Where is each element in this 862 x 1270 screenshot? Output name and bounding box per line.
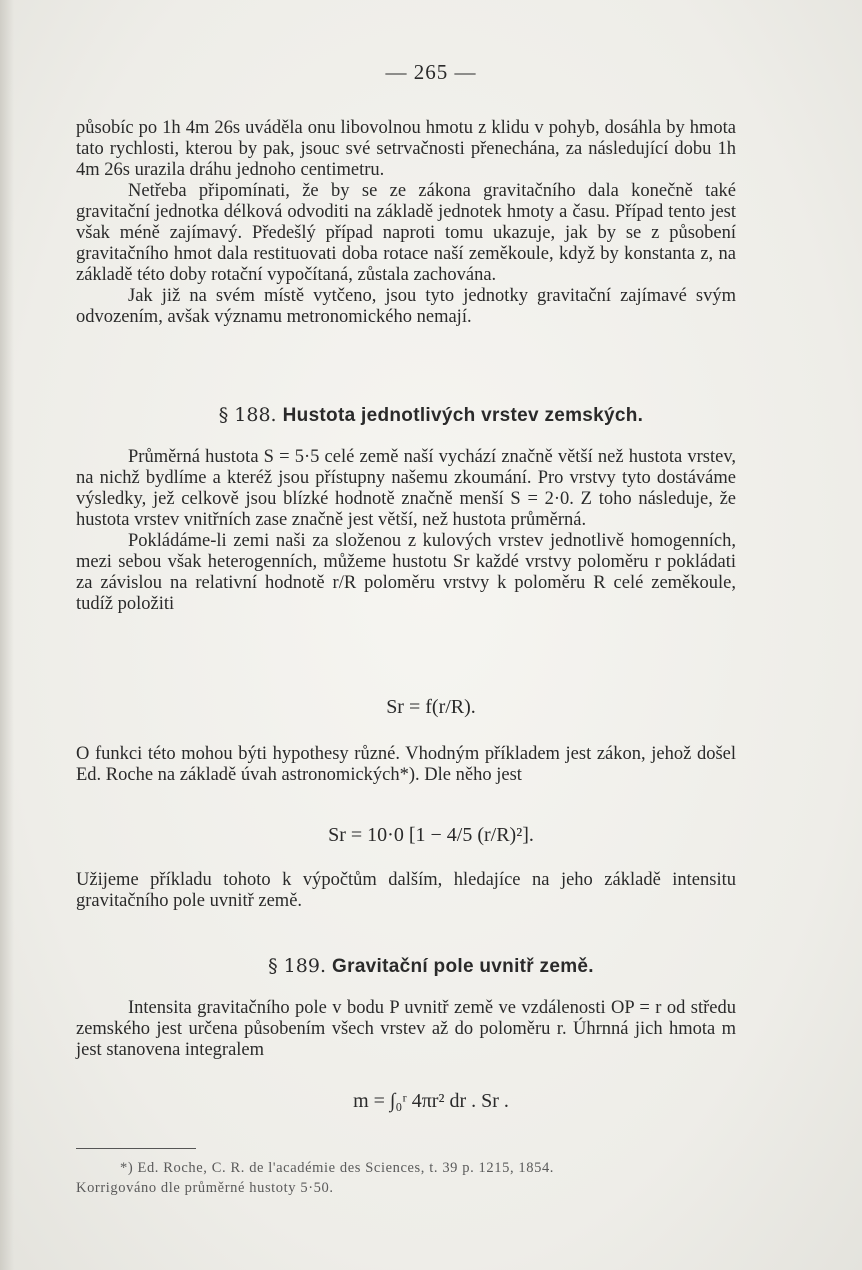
- footnote-rule: [76, 1148, 196, 1149]
- formula-roche-law: Sr = 10·0 [1 − 4/5 (r/R)²].: [328, 824, 534, 846]
- roche-text: [76, 744, 736, 786]
- top-text-block: [76, 118, 736, 328]
- after-formula-text: [76, 870, 736, 912]
- paragraph-use-example: Užijeme příkladu tohoto k výpočtům dalším, hledajíce na jeho základě intensitu gravitačního pole uvnitř země.: [76, 870, 736, 911]
- section-title-188: Hustota jednotlivých vrstev zemských.: [282, 405, 644, 426]
- section-189-text: [76, 998, 736, 1061]
- page-edge-shadow: [0, 0, 14, 1270]
- section-heading-189: [0, 955, 862, 978]
- paragraph-gravitational-length-unit: Netřeba připomínati, že by se ze zákona gravitačního dala konečně také gravitační jednotka délková odvoditi na základě jednotek hmoty a času. Případ tento jest však méně zajímavý. Předešlý případ naproti tomu ukazuje, jak by se z působení gravitačního hmot dala restituovati doba rotace naší zeměkoule, když by konstanta z, na základě této doby rotační vypočítaná, zůstala zachována.: [76, 181, 736, 285]
- section-heading-188: [0, 404, 862, 427]
- paragraph-spherical-layers: Pokládáme-li zemi naši za složenou z kulových vrstev jednotlivě homogenních, mezi sebou však heterogenních, můžeme hustotu Sr každé vrstvy poloměru r pokládati za závislou na relativní hodnotě r/R poloměru vrstvy k poloměru R celé zeměkoule, tudíž položiti: [76, 531, 736, 614]
- footnote-correction: Korrigováno dle průměrné hustoty 5·50.: [76, 1180, 334, 1196]
- paragraph-roche-law: O funkci této mohou býti hypothesy různé. Vhodným příkladem jest zákon, jehož došel Ed. Roche na základě úvah astronomických*). Dle něho jest: [76, 744, 736, 785]
- footnote-reference: *) Ed. Roche, C. R. de l'académie des Sciences, t. 39 p. 1215, 1854.: [120, 1160, 555, 1176]
- paragraph-gravitational-units-note: Jak již na svém místě vytčeno, jsou tyto jednotky gravitační zajímavé svým odvozením, avšak významu metronomického nemají.: [76, 286, 736, 327]
- section-188-text: [76, 447, 736, 615]
- section-number-189: § 189.: [268, 955, 326, 977]
- formula-density-function: Sr = f(r/R).: [386, 696, 476, 718]
- formula-mass-integral: m = ∫₀ʳ 4πr² dr . Sr .: [353, 1090, 509, 1112]
- page-number: — 265 —: [385, 60, 477, 84]
- section-number-188: § 188.: [218, 404, 277, 426]
- paragraph-continuation: působíc po 1h 4m 26s uváděla onu libovolnou hmotu z klidu v pohyb, dosáhla by hmota tato rychlosti, kterou by pak, jsouc své setrvačnosti přenechána, za následující dobu 1h 4m 26s urazila dráhu jednoho centimetru.: [76, 118, 736, 180]
- section-title-189: Gravitační pole uvnitř země.: [332, 956, 594, 977]
- paragraph-gravitational-field-intensity: Intensita gravitačního pole v bodu P uvnitř země ve vzdálenosti OP = r od středu zemského jest určena působením všech vrstev až do poloměru r. Úhrnná jich hmota m jest stanovena integralem: [76, 998, 736, 1060]
- paragraph-mean-density: Průměrná hustota S = 5·5 celé země naší vychází značně větší než hustota vrstev, na nichž bydlíme a kteréž jsou přístupny našemu zkoumání. Pro vrstvy tyto dostáváme výsledky, jež celkově jsou blízké hodnotě značně menší S = 2·0. Z toho následuje, že hustota vrstev vnitřních zase značně jest větší, než hustota průměrná.: [76, 447, 736, 530]
- footnote: [76, 1158, 736, 1198]
